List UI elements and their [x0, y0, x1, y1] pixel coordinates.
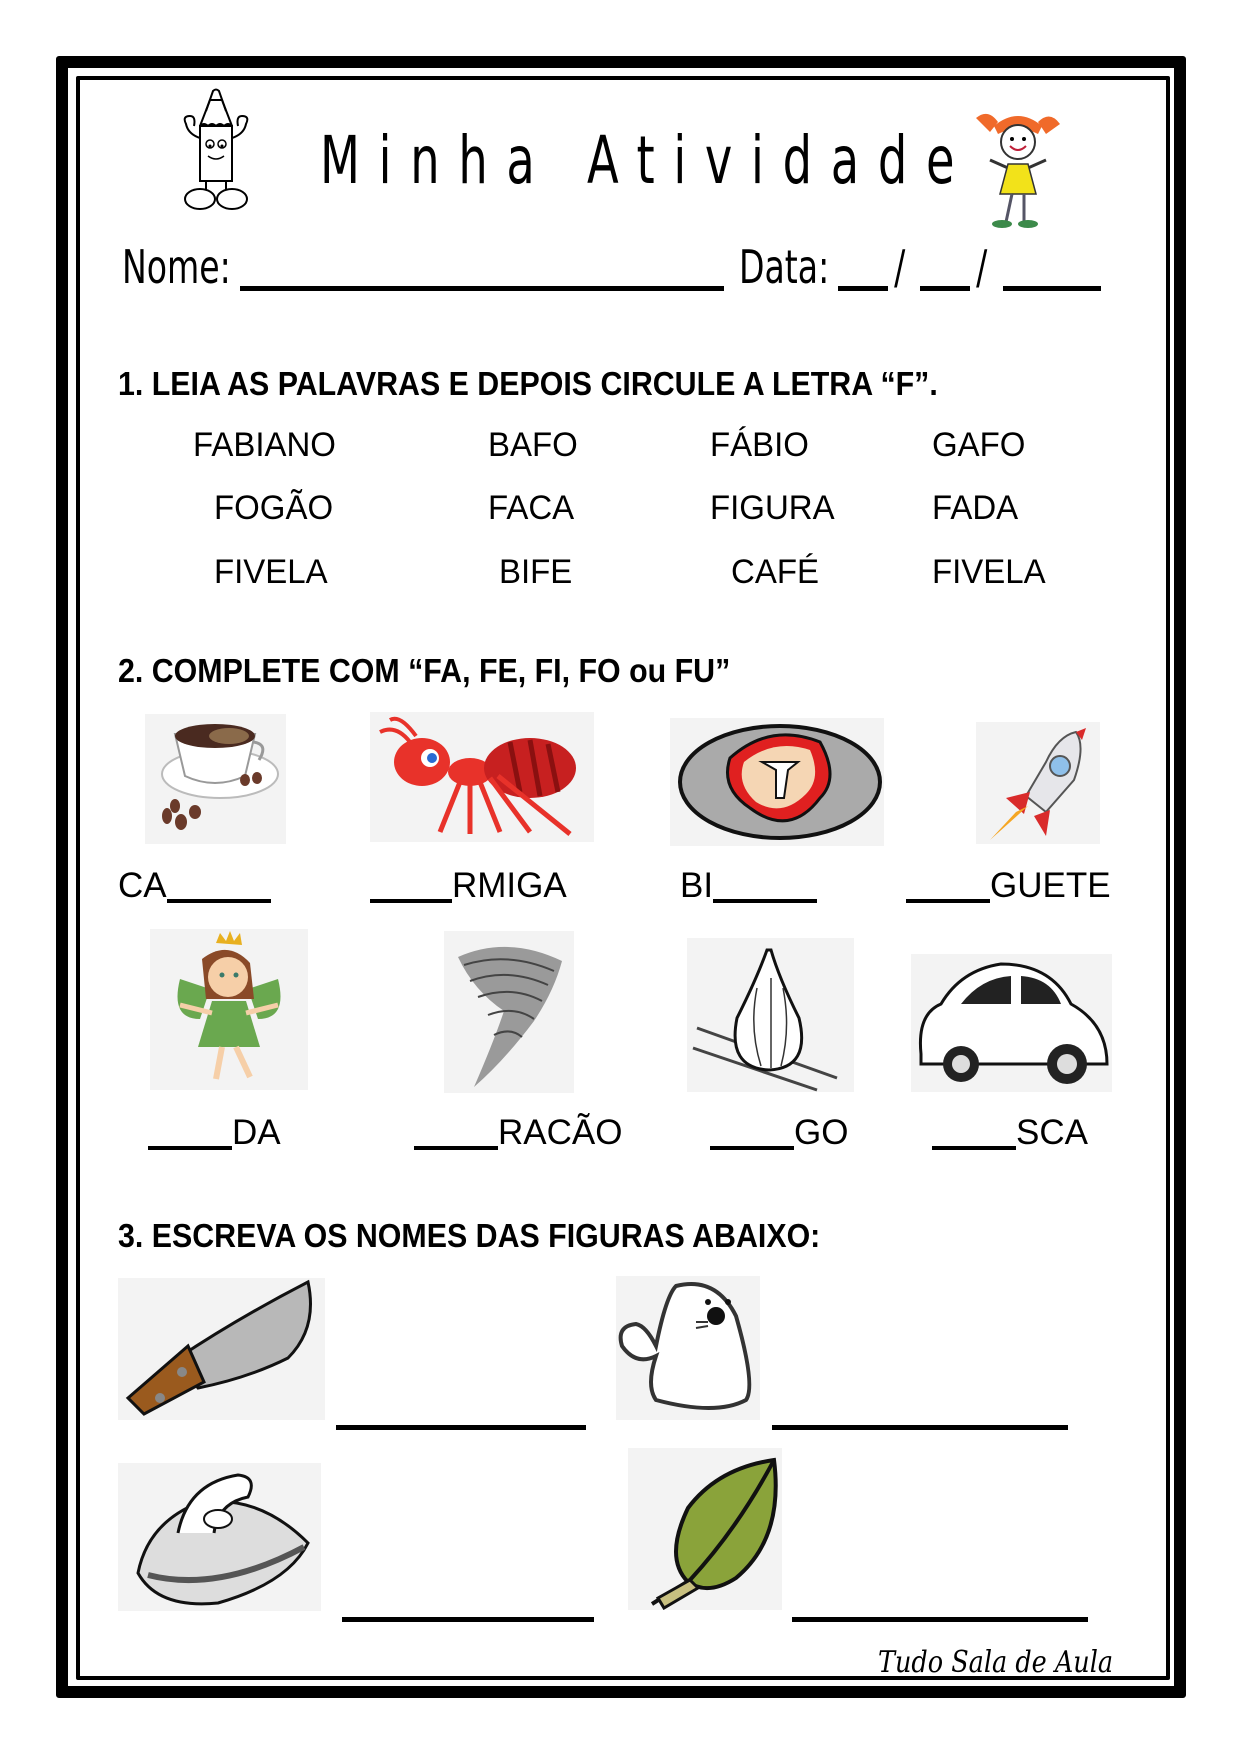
date-year-field[interactable] — [1003, 286, 1101, 291]
fig-image — [687, 938, 854, 1092]
blank-field[interactable] — [370, 869, 452, 903]
rocket-image — [976, 722, 1100, 844]
blank-field[interactable] — [932, 1116, 1016, 1150]
beetle-car-image — [911, 954, 1112, 1092]
answer-field[interactable] — [792, 1617, 1088, 1622]
girl-mascot-icon — [968, 102, 1068, 232]
word-item: FIVELA — [214, 553, 328, 591]
word-suffix: RACÃO — [498, 1113, 623, 1152]
fill-in-item — [932, 1113, 1088, 1153]
word-suffix: GO — [794, 1113, 849, 1152]
word-prefix: CA — [118, 866, 167, 905]
word-item: BIFE — [499, 553, 573, 591]
date-separator: / — [894, 240, 906, 294]
fill-in-item — [906, 866, 1111, 906]
fill-in-item — [414, 1113, 622, 1153]
seal-image — [616, 1276, 760, 1420]
fill-in-item — [680, 866, 817, 906]
word-suffix: SCA — [1016, 1113, 1088, 1152]
word-item: CAFÉ — [731, 553, 819, 591]
word-item: FABIANO — [193, 426, 336, 464]
word-item: FADA — [932, 489, 1019, 527]
blank-field[interactable] — [710, 1116, 794, 1150]
word-item: FOGÃO — [214, 489, 334, 527]
word-item: FIGURA — [710, 489, 835, 527]
word-suffix: RMIGA — [452, 866, 567, 905]
date-separator: / — [976, 240, 988, 294]
pencil-mascot-icon — [166, 86, 266, 216]
question-3-title: 3. ESCREVA OS NOMES DAS FIGURAS ABAIXO: — [118, 1217, 821, 1254]
answer-field[interactable] — [772, 1425, 1068, 1430]
steak-image — [670, 718, 884, 846]
name-label: Nome: — [122, 240, 231, 294]
answer-field[interactable] — [342, 1617, 594, 1622]
coffee-cup-image — [145, 714, 286, 844]
fairy-image — [150, 929, 308, 1090]
question-1-title: 1. LEIA AS PALAVRAS E DEPOIS CIRCULE A LETRA “F”. — [118, 365, 938, 402]
knife-image — [118, 1278, 325, 1420]
word-item: BAFO — [488, 426, 578, 464]
fill-in-item — [118, 866, 271, 906]
date-month-field[interactable] — [920, 286, 970, 291]
fill-in-item — [148, 1113, 281, 1153]
page-title: Minha Atividade — [320, 122, 974, 199]
word-item: FÁBIO — [710, 426, 809, 464]
question-2-title: 2. COMPLETE COM “FA, FE, FI, FO ou FU” — [118, 652, 731, 689]
blank-field[interactable] — [148, 1116, 232, 1150]
blank-field[interactable] — [906, 869, 990, 903]
leaf-image — [628, 1448, 782, 1610]
word-suffix: GUETE — [990, 866, 1111, 905]
date-day-field[interactable] — [838, 286, 888, 291]
word-item: FIVELA — [932, 553, 1046, 591]
word-prefix: BI — [680, 866, 714, 905]
fill-in-item — [370, 866, 567, 906]
blank-field[interactable] — [713, 869, 817, 903]
date-label: Data: — [739, 240, 830, 294]
name-field[interactable] — [240, 286, 724, 291]
iron-image — [118, 1463, 321, 1611]
word-suffix: DA — [232, 1113, 281, 1152]
answer-field[interactable] — [336, 1425, 586, 1430]
tornado-image — [444, 931, 574, 1093]
blank-field[interactable] — [167, 869, 271, 903]
footer-credit: Tudo Sala de Aula — [878, 1645, 1114, 1680]
blank-field[interactable] — [414, 1116, 498, 1150]
word-item: FACA — [488, 489, 575, 527]
ant-image — [370, 712, 594, 842]
word-item: GAFO — [932, 426, 1026, 464]
fill-in-item — [710, 1113, 848, 1153]
